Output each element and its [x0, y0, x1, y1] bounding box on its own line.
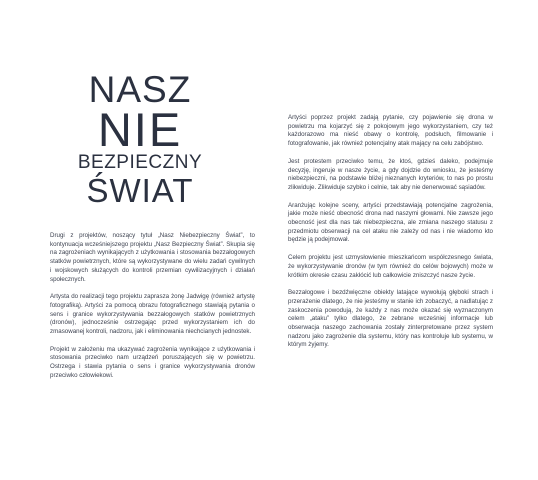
- paragraph: Projekt w założeniu ma ukazywać zagrożenia wynikające z użytkowania i stosowania przeciwko nam urządzeń poruszających się w powietrzu. Ostrzega i stawia pytania o sens i granice wykorzystywania dronów przeciwko człowiekowi.: [50, 345, 255, 379]
- paragraph: Artysta do realizacji tego projektu zaprasza żonę Jadwigę (również artystę fotografiką). Artyści za pomocą obrazu fotograficznego stawiają pytania o sens i granice wykorzystywania bezzałogowych statków powietrznych (dronów), jednocześnie ostrzegając przed wykorzystaniem ich do zmasowanej kontroli, nadzoru, jak i eliminowania niechcianych jednostek.: [50, 293, 255, 336]
- paragraph: Bezzałogowe i bezdźwięczne obiekty latające wywołują głęboki strach i przerażenie dlatego, że nie jesteśmy w stanie ich zobaczyć, a nadlatując z zaskoczenia powodują, że każdy z nas może okazać się wyznaczonym celem „ataku” tylko dlatego, że zebrane wcześniej informacje lub obserwacja naszego zachowania zostały zinterpretowane przez system nadzoru jako zagrożenie dla systemu, który nas kontroluje lub systemu, w którym żyjemy.: [288, 289, 493, 349]
- page-title: [60, 69, 220, 209]
- right-text-column: [288, 114, 493, 359]
- paragraph: Artyści poprzez projekt zadają pytanie, czy pojawienie się drona w powietrzu ma kojarzyć się z pokojowym jego wykorzystaniem, czy też każdorazowo ma nieść obawy o kontrolę, podsłuch, filmowanie i fotografowanie, jak również potencjalny atak mający na celu zabójstwo.: [288, 114, 493, 148]
- title-line-2: NIE: [97, 103, 183, 156]
- paragraph: Aranżując kolejne sceny, artyści przedstawiają potencjalne zagrożenia, jakie może nieść obecność drona nad naszymi głowami. Nie zawsze jego obecność jest dla nas tak niebezpieczna, ale zmiana naszego statusu z przedmiotu obserwacji na cel ataku nie zależy od nas i nie wiadomo kto będzie ją podejmował.: [288, 201, 493, 244]
- paragraph: Jest protestem przeciwko temu, że ktoś, gdzieś daleko, podejmuje decyzję, ingeruje w nasze życie, a gdy dojdzie do wniosku, że jesteśmy niebezpieczni, na podstawie bliżej nieznanych kryteriów, to nas po prostu zlikwiduje. Zlikwiduje szybko i celnie, tak aby nie denerwować sąsiadów.: [288, 157, 493, 191]
- title-line-4: ŚWIAT: [86, 172, 194, 209]
- paragraph: Celem projektu jest uzmysłowienie mieszkańcom współczesnego świata, że wykorzystywanie dronów (w tym również do celów bojowych) może w krótkim okresie czasu zakłócić lub całkowicie zniszczyć nasze życie.: [288, 254, 493, 279]
- title-line-1: NASZ: [88, 69, 192, 110]
- paragraph: Drugi z projektów, noszący tytuł „Nasz Niebezpieczny Świat”, to kontynuacja wcześniejszego projektu „Nasz Bezpieczny Świat”. Skupia się na zagrożeniach wynikających z użytkowania i stosowania bezzałogowych statków powietrznych, które są wykorzystywane do wielu zadań cywilnych i wojskowych służących do kontroli przemian cywilizacyjnych i działań społecznych.: [50, 232, 255, 283]
- left-text-column: [50, 232, 255, 390]
- title-line-3: BEZPIECZNY: [77, 152, 203, 173]
